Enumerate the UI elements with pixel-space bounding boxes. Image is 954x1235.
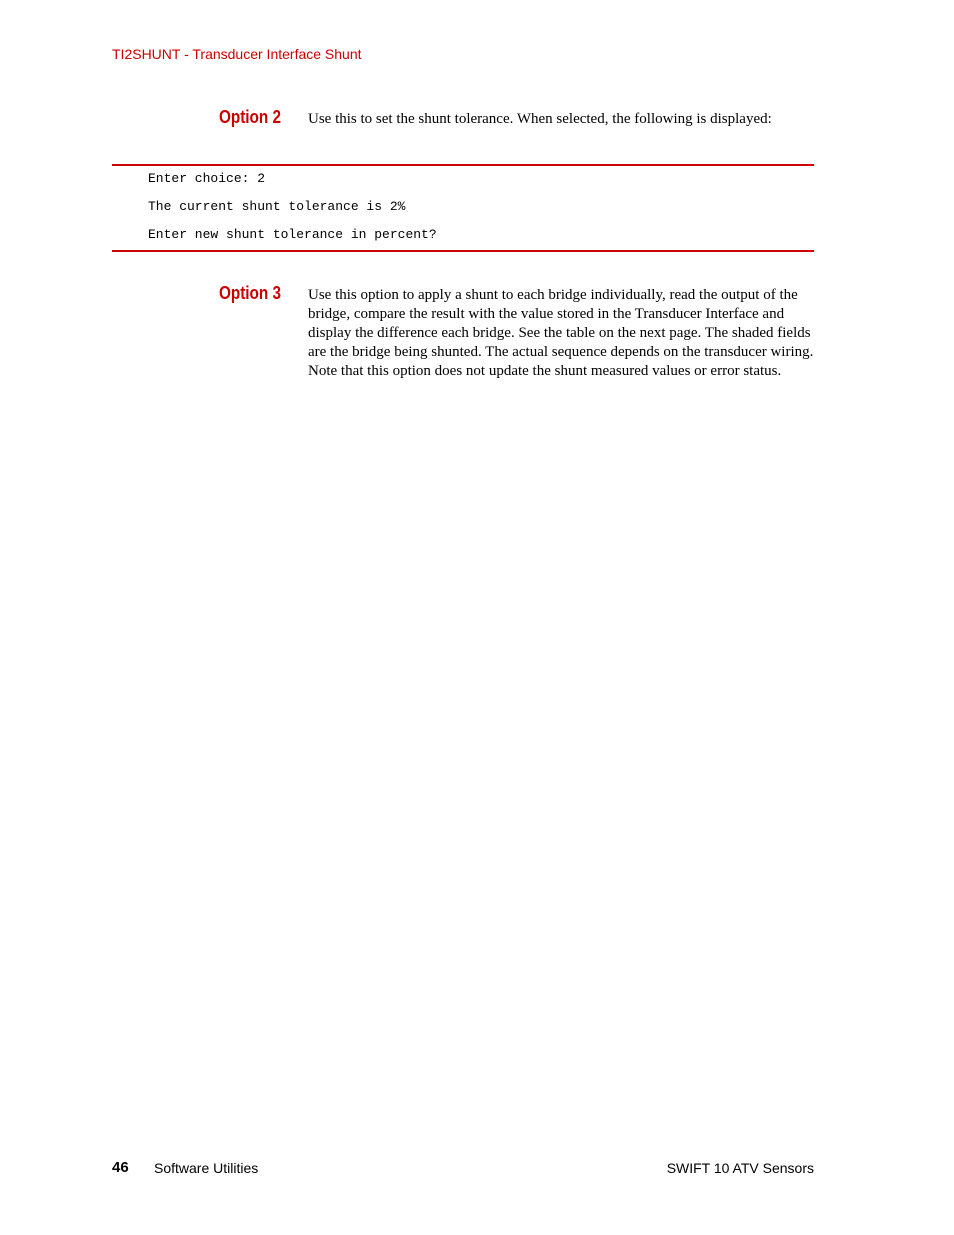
running-header: TI2SHUNT - Transducer Interface Shunt [112,46,362,62]
footer-product-name: SWIFT 10 ATV Sensors [666,1160,814,1176]
option-3-description: Use this option to apply a shunt to each bridge individually, read the output of the bridge, compare the result with the value stored in the Transducer Interface and display the difference each bridge. See the table on the next page. The shaded fields are the bridge being shunted. The actual sequence depends on the transducer wiring. Note that this option does not update the shunt measured values or error status. [308,287,814,379]
option-2-description: Use this to set the shunt tolerance. When selected, the following is displayed: [308,111,772,127]
console-output-block [112,164,814,252]
footer-section-title: Software Utilities [154,1160,259,1176]
console-line: Enter choice: 2 [148,171,266,186]
option-2-label: Option 2 [218,107,281,127]
option-3-label: Option 3 [218,283,281,303]
console-line: Enter new shunt tolerance in percent? [148,227,437,242]
console-line: The current shunt tolerance is 2% [148,199,406,214]
footer-page-number: 46 [112,1159,129,1176]
